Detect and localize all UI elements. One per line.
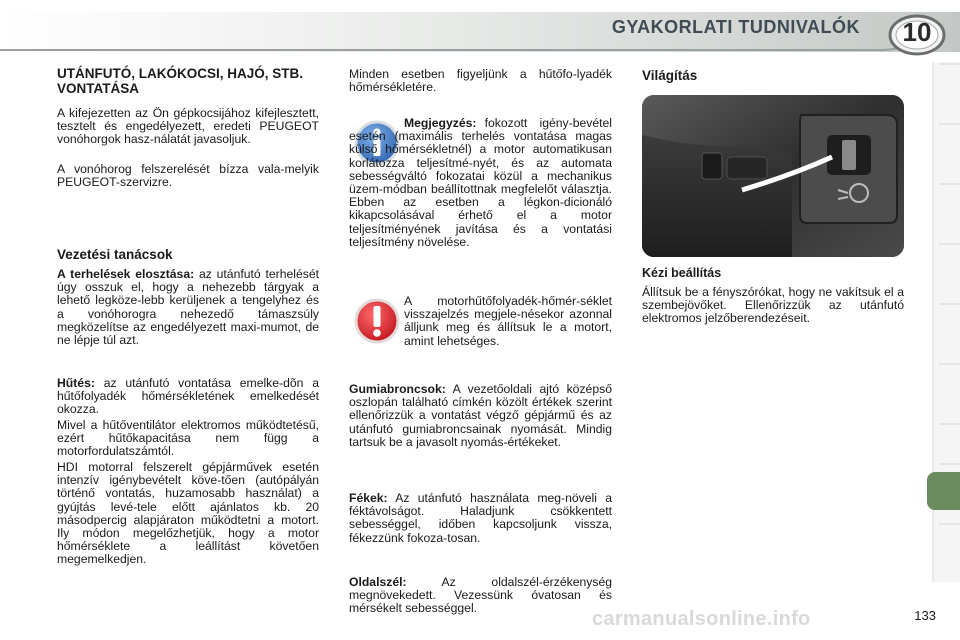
watermark: carmanualsonline.info bbox=[592, 608, 811, 630]
lighting-title: Világítás bbox=[642, 68, 698, 83]
cooling-paragraph bbox=[57, 377, 319, 417]
crosswind-label: Oldalszél: bbox=[349, 575, 407, 589]
cooling-text: az utánfutó vontatása emelke-dõn a hűtőfolyadék hőmérsékletének emelkedését okozza. bbox=[57, 376, 319, 417]
brakes-paragraph bbox=[349, 492, 612, 545]
brakes-text: Az utánfutó használata meg-növeli a féktávolságot. Haladjunk csökkentett sebességgel, időben kapcsoljunk vissza, fékezzünk fokoza-tosan. bbox=[349, 491, 612, 545]
driving-advice-title: Vezetési tanácsok bbox=[57, 247, 173, 262]
page-number: 133 bbox=[914, 608, 936, 623]
note-label: Megjegyzés: bbox=[404, 116, 477, 130]
tyres-label: Gumiabroncsok: bbox=[349, 382, 446, 396]
manual-adjust-title: Kézi beállítás bbox=[642, 266, 722, 280]
note-text: fokozott igény-bevétel esetén (maximális terhelés vontatása magas külső hőmérsékletnél) a motor automatikusan korlátozza teljesítmé-nyét, és az automata sebességváltó fokozatai közül a mechanikus üzem-módban beállítottnak megfelelőt választja. Ebben az esetben a légkon-dicionáló kikapcsolásával érhető el a motor teljesítményének javítása és a vontatási teljesítmény növelése. bbox=[349, 116, 612, 249]
page-header-title: GYAKORLATI TUDNIVALÓK bbox=[611, 17, 860, 37]
manual-adjust-paragraph: Állítsuk be a fényszórókat, hogy ne vakítsuk el a szembejövőket. Ellenőrizzük az utánfutó elektromos jelzőberendezéseit. bbox=[642, 285, 904, 326]
warning-paragraph: A motorhűtőfolyadék-hőmér-séklet visszajelzés megjele-nésekor azonnal álljunk meg és állítsuk le a motort, amint lehetséges. bbox=[404, 294, 612, 348]
cooling-label: Hűtés: bbox=[57, 376, 95, 390]
tyres-text: A vezetőoldali ajtó középső oszlopán található címkén közölt értékek szerint ellenőrizzük a vontatást végző gépjármű és az utánfutó gumiabroncsainak nyomását. Mindig tartsuk be a javasolt nyomás-értékeket. bbox=[349, 382, 612, 449]
fan-paragraph: Mivel a hűtőventilátor elektromos működtetésű, ezért hűtőkapacitása nem függ a motorfordulatszámtól. bbox=[57, 418, 319, 459]
intro-paragraph-1: A kifejezetten az Ön gépkocsijához kifejlesztett, tesztelt és engedélyezett, eredeti PEUGEOT vonóhorgok hasz-nálatát javasoljuk. bbox=[57, 106, 319, 147]
hdi-paragraph: HDI motorral felszerelt gépjárművek esetén intenzív igénybevételt köve-tően (autópályán történő vontatás, huzamosabb használat) a gyújtás levé-tele előtt ajánlatos kb. 20 másodpercig alapjáraton működtetni a motort. Ily módon megelőzhetjük, hogy a motor hőmérséklete a leállítást követően megemelkedjen. bbox=[57, 460, 319, 567]
headlamp-adjuster-illustration bbox=[642, 95, 904, 257]
section-title-towing: UTÁNFUTÓ, LAKÓKOCSI, HAJÓ, STB. VONTATÁSA bbox=[57, 66, 303, 96]
tyres-paragraph bbox=[349, 383, 612, 449]
crosswind-paragraph bbox=[349, 576, 612, 616]
coolant-temp-paragraph: Minden esetben figyeljünk a hűtőfo-lyadék hőmérsékletére. bbox=[349, 67, 612, 95]
load-distribution-label: A terhelések elosztása: bbox=[57, 267, 195, 281]
load-distribution-paragraph bbox=[57, 268, 319, 347]
brakes-label: Fékek: bbox=[349, 491, 388, 505]
intro-paragraph-2: A vonóhorog felszerelését bízza vala-melyik PEUGEOT-szervizre. bbox=[57, 162, 319, 190]
crosswind-text: Az oldalszél-érzékenység megnövekedett. Vezessünk óvatosan és mérsékelt sebességgel. bbox=[349, 575, 612, 616]
load-distribution-text: az utánfutó terhelését úgy osszuk el, hogy a nehezebb tárgyak a lehető legköze-lebb kerüljenek a tengelyhez és a vonóhorogra nehezedő támaszsúly megközelítse az engedélyezett maxi-mumot, de ne lépje túl azt. bbox=[57, 267, 319, 348]
chapter-number: 10 bbox=[902, 17, 932, 47]
chapter-tab-active[interactable] bbox=[927, 472, 960, 510]
headlamp-adjuster-photo bbox=[642, 95, 904, 257]
warning-icon bbox=[352, 296, 402, 346]
note-paragraph bbox=[349, 117, 612, 249]
